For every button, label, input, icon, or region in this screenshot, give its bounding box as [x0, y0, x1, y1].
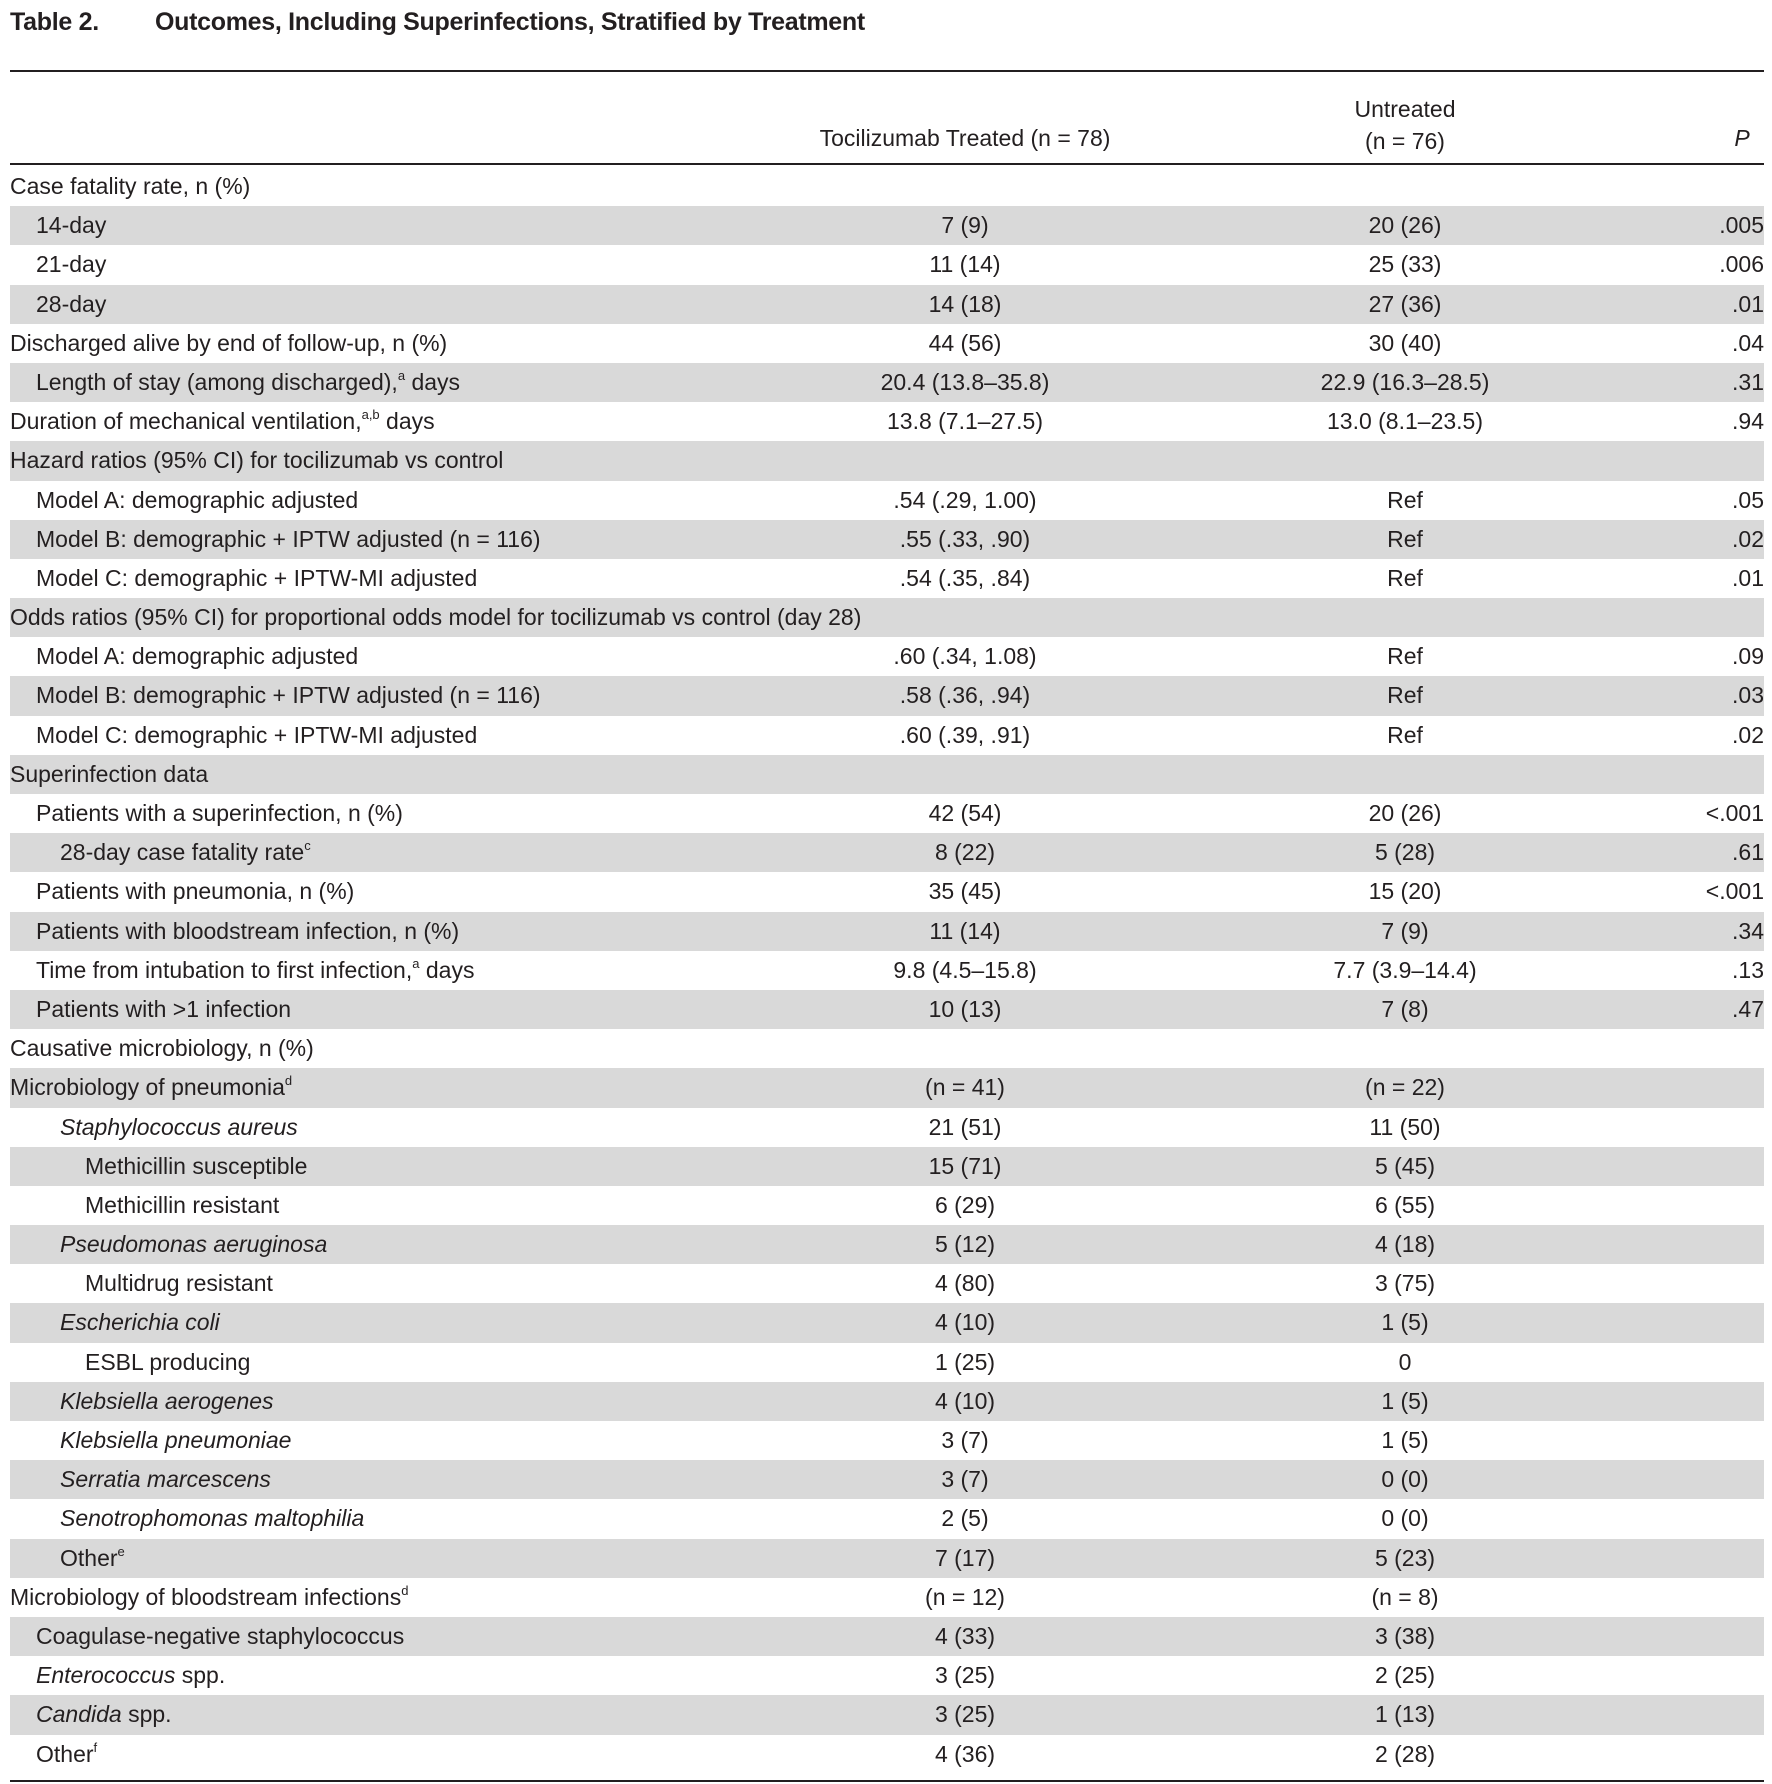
row-label — [10, 520, 541, 559]
row-label-text: 21-day — [36, 251, 107, 278]
row-label-text: Model A: demographic adjusted — [36, 643, 359, 670]
row-label — [10, 794, 403, 833]
cell-p-value: .04 — [1732, 329, 1764, 356]
table-row — [10, 324, 1764, 363]
cell-p-value: .09 — [1732, 643, 1764, 670]
row-label-text: 14-day — [36, 212, 107, 239]
header-treated: Tocilizumab Treated (n = 78) — [819, 125, 1111, 151]
row-label — [10, 716, 477, 755]
cell-treated: 1 (25) — [934, 1348, 996, 1375]
cell-untreated: 22.9 (16.3–28.5) — [1320, 368, 1490, 395]
header-rule — [10, 163, 1764, 165]
row-label — [10, 637, 358, 676]
row-label-text: 28-day — [36, 290, 107, 317]
cell-treated: 4 (10) — [934, 1309, 996, 1336]
table-row — [10, 990, 1764, 1029]
cell-untreated: 7 (8) — [1381, 995, 1429, 1022]
cell-untreated: 0 — [1398, 1348, 1412, 1375]
cell-p-value: .34 — [1732, 917, 1764, 944]
row-label-text: Model A: demographic adjusted — [36, 486, 359, 513]
row-label-text: Superinfection data — [10, 760, 209, 787]
footnote-marker: f — [93, 1739, 98, 1755]
table-row — [10, 716, 1764, 755]
table-row — [10, 1303, 1764, 1342]
table-row — [10, 245, 1764, 284]
row-label — [10, 1617, 404, 1656]
cell-untreated: 6 (55) — [1374, 1191, 1436, 1218]
cell-treated: 42 (54) — [928, 800, 1002, 826]
cell-untreated: Ref — [1387, 564, 1423, 591]
row-label — [10, 324, 447, 363]
cell-untreated: 2 (25) — [1374, 1662, 1436, 1689]
table-row — [10, 206, 1764, 245]
row-label-text: spp. — [121, 1701, 172, 1728]
cell-treated: 21 (51) — [928, 1113, 1002, 1140]
row-label — [10, 363, 460, 402]
table-row — [10, 1029, 1764, 1068]
footnote-marker: a — [397, 367, 406, 383]
cell-treated: 4 (36) — [934, 1740, 996, 1767]
row-label — [10, 872, 354, 911]
row-label-text: Odds ratios (95% CI) for proportional odds model for tocilizumab vs control (day 28) — [10, 604, 862, 631]
row-label — [10, 1303, 220, 1342]
table-row — [10, 1735, 1764, 1774]
cell-untreated: (n = 8) — [1371, 1583, 1439, 1610]
cell-untreated: 1 (5) — [1381, 1427, 1429, 1453]
row-label — [10, 598, 861, 637]
table-row — [10, 481, 1764, 520]
row-label-text: Microbiology of pneumonia — [10, 1074, 285, 1101]
table-body — [10, 167, 1764, 1774]
cell-treated: 4 (80) — [934, 1270, 996, 1297]
row-label-text: Model C: demographic + IPTW-MI adjusted — [36, 564, 478, 591]
row-label-text: Hazard ratios (95% CI) for tocilizumab vs control — [10, 447, 504, 474]
table-row — [10, 1421, 1764, 1460]
table-row — [10, 1499, 1764, 1538]
row-label — [10, 951, 474, 990]
table-row — [10, 912, 1764, 951]
row-label — [10, 206, 106, 245]
row-label — [10, 285, 106, 324]
row-label-text: Klebsiella pneumoniae — [60, 1427, 292, 1453]
cell-treated: 10 (13) — [928, 995, 1002, 1022]
row-label-text: Methicillin susceptible — [85, 1152, 308, 1179]
header-p: P — [1734, 125, 1750, 151]
row-label — [10, 1735, 97, 1774]
row-label-text: Patients with bloodstream infection, n (%) — [36, 917, 460, 944]
cell-untreated: 20 (26) — [1368, 800, 1442, 826]
row-label — [10, 1225, 327, 1264]
row-label — [10, 1695, 172, 1734]
table-row — [10, 1617, 1764, 1656]
row-label-text: Model B: demographic + IPTW adjusted (n = 116) — [36, 682, 541, 709]
row-label — [10, 1147, 307, 1186]
row-label — [10, 1539, 125, 1578]
row-label-text: Model B: demographic + IPTW adjusted (n = 116) — [36, 525, 541, 552]
row-label-text: Pseudomonas aeruginosa — [60, 1231, 328, 1258]
cell-treated: 35 (45) — [928, 878, 1002, 905]
top-rule — [10, 70, 1764, 72]
row-label-text: Other — [60, 1544, 118, 1571]
cell-treated: 15 (71) — [928, 1152, 1002, 1179]
row-label-text: Escherichia coli — [60, 1309, 220, 1336]
cell-untreated: 5 (45) — [1374, 1152, 1436, 1179]
cell-untreated: 13.0 (8.1–23.5) — [1326, 408, 1483, 435]
cell-p-value: .31 — [1732, 368, 1764, 395]
cell-untreated: 5 (23) — [1374, 1544, 1436, 1571]
cell-p-value: .02 — [1732, 525, 1764, 552]
table-title: Outcomes, Including Superinfections, Stratified by Treatment — [155, 8, 865, 36]
table-row — [10, 1225, 1764, 1264]
cell-untreated: 7.7 (3.9–14.4) — [1333, 956, 1477, 983]
cell-p-value: <.001 — [1705, 878, 1764, 905]
cell-untreated: Ref — [1387, 643, 1423, 670]
row-label-text: days — [379, 408, 435, 435]
table-caption — [10, 8, 865, 37]
cell-untreated: 7 (9) — [1381, 917, 1429, 944]
cell-treated: 9.8 (4.5–15.8) — [893, 956, 1037, 983]
cell-untreated: 30 (40) — [1368, 329, 1442, 356]
table-row — [10, 1186, 1764, 1225]
table-row — [10, 872, 1764, 911]
cell-p-value: .47 — [1732, 995, 1764, 1022]
table-row — [10, 1068, 1764, 1107]
footnote-marker: c — [304, 838, 311, 854]
row-label — [10, 167, 250, 206]
table-row — [10, 1343, 1764, 1382]
row-label-text: Patients with pneumonia, n (%) — [36, 878, 355, 905]
row-label — [10, 912, 459, 951]
row-label-text: Model C: demographic + IPTW-MI adjusted — [36, 721, 478, 748]
footnote-marker: a — [412, 955, 420, 971]
cell-treated: .54 (.35, .84) — [899, 564, 1031, 591]
row-label-text: Length of stay (among discharged), — [36, 368, 398, 395]
cell-untreated: (n = 22) — [1365, 1074, 1445, 1101]
table-row — [10, 441, 1764, 480]
row-label-text: Klebsiella aerogenes — [60, 1387, 274, 1414]
cell-untreated: 0 (0) — [1381, 1505, 1429, 1532]
cell-untreated: 25 (33) — [1368, 251, 1442, 278]
row-label — [10, 1460, 271, 1499]
row-label — [10, 1068, 292, 1107]
row-label — [10, 1108, 298, 1147]
table-row — [10, 1460, 1764, 1499]
cell-p-value: .61 — [1732, 839, 1764, 866]
row-label-text: Patients with a superinfection, n (%) — [36, 800, 403, 826]
cell-p-value: .94 — [1732, 408, 1764, 435]
row-label-text: Staphylococcus aureus — [60, 1113, 298, 1140]
table-row — [10, 520, 1764, 559]
table-row — [10, 1264, 1764, 1303]
table-row — [10, 598, 1764, 637]
row-label-text: Case fatality rate, n (%) — [10, 173, 251, 199]
table-row — [10, 676, 1764, 715]
row-label — [10, 441, 503, 480]
cell-treated: 14 (18) — [928, 290, 1002, 317]
cell-treated: 3 (7) — [941, 1427, 989, 1453]
cell-treated: 6 (29) — [934, 1191, 996, 1218]
table-row — [10, 402, 1764, 441]
cell-untreated: 1 (13) — [1374, 1701, 1436, 1728]
footnote-marker: d — [401, 1582, 409, 1598]
cell-treated: 11 (14) — [929, 251, 1001, 278]
cell-treated: (n = 41) — [925, 1074, 1005, 1101]
row-label — [10, 402, 435, 441]
cell-treated: (n = 12) — [925, 1583, 1005, 1610]
cell-treated: .60 (.39, .91) — [899, 721, 1031, 748]
row-label — [10, 1421, 291, 1460]
row-label-text: Discharged alive by end of follow-up, n (%) — [10, 329, 448, 356]
table-row — [10, 1108, 1764, 1147]
row-label — [10, 1186, 279, 1225]
cell-treated: .54 (.29, 1.00) — [893, 486, 1037, 513]
cell-untreated: 27 (36) — [1368, 290, 1442, 317]
table-row — [10, 1656, 1764, 1695]
cell-p-value: .01 — [1732, 564, 1764, 591]
cell-treated: 3 (25) — [934, 1662, 996, 1689]
table-number: Table 2. — [10, 8, 99, 36]
table-row — [10, 363, 1764, 402]
row-label-text: days — [405, 368, 461, 395]
table-header — [10, 80, 1764, 166]
cell-treated: .60 (.34, 1.08) — [893, 643, 1037, 670]
row-label-text: Time from intubation to first infection, — [36, 956, 413, 983]
row-label — [10, 559, 477, 598]
row-label-text: Enterococcus — [36, 1662, 176, 1689]
row-label — [10, 245, 106, 284]
header-untreated-line1: Untreated — [1354, 96, 1456, 122]
cell-untreated: Ref — [1387, 486, 1423, 513]
cell-p-value: .005 — [1719, 212, 1764, 239]
row-label — [10, 481, 358, 520]
header-untreated-line2: (n = 76) — [1365, 128, 1445, 154]
table-row — [10, 1695, 1764, 1734]
table-row — [10, 794, 1764, 833]
cell-treated: 13.8 (7.1–27.5) — [886, 408, 1043, 435]
row-label — [10, 1578, 408, 1617]
row-label — [10, 755, 208, 794]
cell-treated: 2 (5) — [941, 1505, 989, 1532]
row-label-text: Senotrophomonas maltophilia — [60, 1505, 365, 1532]
table-row — [10, 833, 1764, 872]
cell-treated: 3 (25) — [934, 1701, 996, 1728]
cell-p-value: .13 — [1732, 956, 1764, 983]
table-row — [10, 1578, 1764, 1617]
table-row — [10, 755, 1764, 794]
row-label-text: Microbiology of bloodstream infections — [10, 1583, 402, 1610]
cell-p-value: .05 — [1732, 486, 1764, 513]
table-row — [10, 1147, 1764, 1186]
cell-treated: .58 (.36, .94) — [899, 682, 1031, 709]
cell-treated: 8 (22) — [934, 839, 996, 866]
row-label-text: 28-day case fatality rate — [60, 839, 305, 866]
row-label-text: Causative microbiology, n (%) — [10, 1035, 314, 1062]
row-label — [10, 1343, 250, 1382]
cell-untreated: 15 (20) — [1368, 878, 1442, 905]
table-row — [10, 951, 1764, 990]
cell-treated: 7 (9) — [941, 212, 989, 239]
row-label — [10, 1382, 274, 1421]
cell-treated: 4 (10) — [934, 1387, 996, 1414]
cell-p-value: <.001 — [1705, 800, 1764, 826]
row-label-text: Candida — [36, 1701, 122, 1728]
cell-treated: 4 (33) — [934, 1622, 996, 1649]
cell-untreated: Ref — [1387, 721, 1423, 748]
cell-untreated: 20 (26) — [1368, 212, 1442, 239]
row-label — [10, 1264, 273, 1303]
cell-untreated: 1 (5) — [1381, 1309, 1429, 1336]
cell-untreated: 0 (0) — [1381, 1466, 1429, 1493]
cell-untreated: Ref — [1387, 525, 1423, 552]
row-label-text: Coagulase-negative staphylococcus — [36, 1622, 405, 1649]
table-row — [10, 559, 1764, 598]
row-label — [10, 833, 311, 872]
row-label — [10, 676, 541, 715]
row-label-text: Patients with >1 infection — [36, 995, 292, 1022]
cell-untreated: 2 (28) — [1374, 1740, 1436, 1767]
table-row — [10, 285, 1764, 324]
cell-treated: 5 (12) — [934, 1231, 996, 1258]
cell-treated: 3 (7) — [941, 1466, 989, 1493]
cell-treated: 44 (56) — [928, 329, 1002, 356]
bottom-rule — [10, 1780, 1764, 1782]
row-label-text: Other — [36, 1740, 94, 1767]
row-label-text: Methicillin resistant — [85, 1191, 280, 1218]
cell-untreated: 5 (28) — [1374, 839, 1436, 866]
cell-p-value: .006 — [1719, 251, 1764, 278]
row-label-text: ESBL producing — [85, 1348, 251, 1375]
row-label-text: Multidrug resistant — [85, 1270, 273, 1297]
cell-untreated: 3 (38) — [1374, 1622, 1436, 1649]
header-untreated — [1280, 93, 1530, 157]
table-row — [10, 1539, 1764, 1578]
row-label — [10, 1656, 225, 1695]
cell-p-value: .03 — [1732, 682, 1764, 709]
row-label-text: spp. — [175, 1662, 226, 1689]
cell-untreated: 11 (50) — [1369, 1113, 1441, 1140]
table-row — [10, 637, 1764, 676]
footnote-marker: d — [284, 1073, 293, 1089]
footnote-marker: e — [117, 1543, 125, 1559]
cell-treated: .55 (.33, .90) — [899, 525, 1031, 552]
row-label-text: Serratia marcescens — [60, 1466, 271, 1493]
table-row — [10, 1382, 1764, 1421]
row-label — [10, 1499, 364, 1538]
row-label-text: days — [419, 956, 475, 983]
row-label — [10, 1029, 314, 1068]
cell-p-value: .01 — [1732, 290, 1764, 317]
cell-untreated: Ref — [1387, 682, 1423, 709]
cell-treated: 7 (17) — [934, 1544, 996, 1571]
cell-treated: 20.4 (13.8–35.8) — [880, 368, 1050, 395]
cell-p-value: .02 — [1732, 721, 1764, 748]
row-label-text: Duration of mechanical ventilation, — [10, 408, 362, 435]
cell-untreated: 3 (75) — [1374, 1270, 1436, 1297]
row-label — [10, 990, 291, 1029]
table-row — [10, 167, 1764, 206]
cell-untreated: 4 (18) — [1374, 1231, 1436, 1258]
cell-treated: 11 (14) — [929, 917, 1001, 944]
cell-untreated: 1 (5) — [1381, 1387, 1429, 1414]
footnote-marker: a,b — [361, 407, 380, 423]
